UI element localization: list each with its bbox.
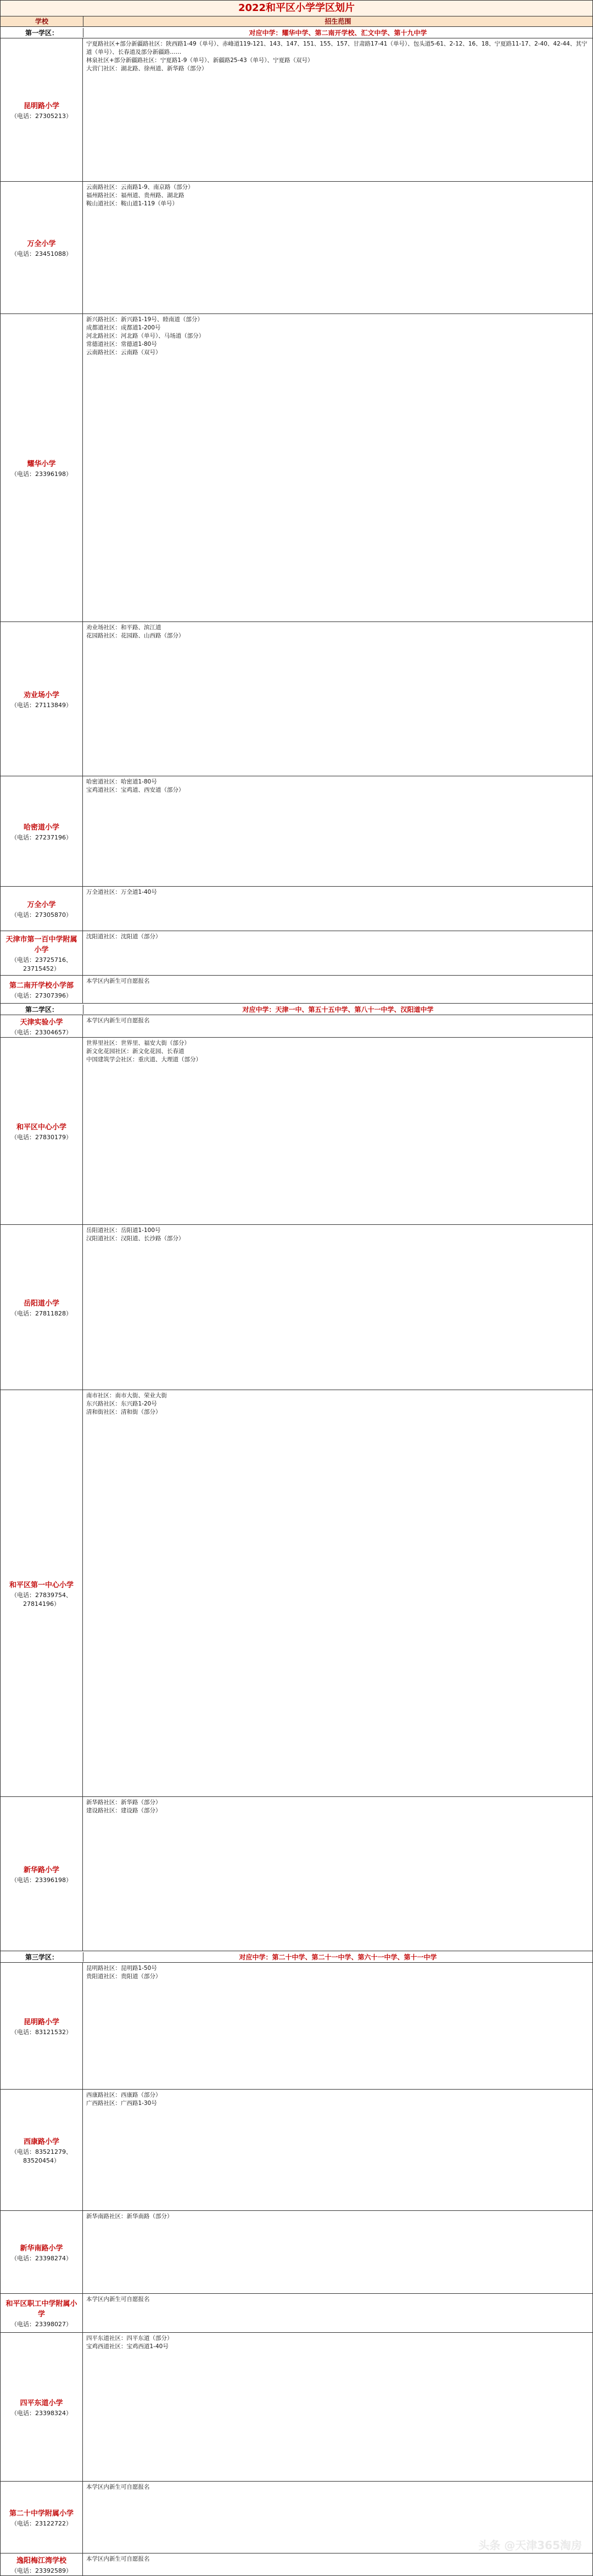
school-row	[0, 976, 593, 1004]
district-middle-schools: 对应中学：第二十中学、第二十一中学、第六十一中学、第十一中学	[239, 1953, 437, 1961]
school-name: 逸阳梅江湾学校	[16, 2556, 66, 2565]
school-cell	[1, 182, 83, 313]
school-cell	[1, 1390, 83, 1796]
school-phone: （电话：23398027）	[11, 2321, 72, 2328]
range-cell	[83, 1015, 592, 1037]
range-cell	[83, 1963, 592, 2089]
school-row	[0, 1225, 593, 1390]
range-line: 本学区内新生可自愿报名	[86, 2296, 150, 2303]
school-row	[0, 182, 593, 314]
header-range: 招生范围	[325, 18, 351, 25]
school-cell	[1, 2482, 83, 2553]
school-row	[0, 887, 593, 931]
school-name: 天津市第一百中学附属小学	[5, 936, 77, 954]
range-line: 哈密道社区：哈密道1-80号	[86, 779, 157, 785]
range-line: 本学区内新生可自愿报名	[86, 2484, 150, 2490]
range-line: 世界里社区：世界里、福安大街（部分）	[86, 1040, 190, 1046]
school-name: 西康路小学	[23, 2137, 59, 2146]
school-phone: （电话：23398274）	[11, 2254, 72, 2262]
range-line: 新华南路社区：新华南路（部分）	[86, 2213, 173, 2220]
school-cell	[1, 1038, 83, 1224]
school-name: 和平区中心小学	[16, 1123, 66, 1132]
range-line: 云南路社区：云南路（双号）	[86, 349, 161, 356]
school-phone: （电话：23398324）	[11, 2409, 72, 2417]
range-line: 广西路社区：广西路1-30号	[86, 2100, 157, 2107]
school-cell	[1, 2090, 83, 2210]
range-line: 清和街社区：清和街（部分）	[86, 1409, 161, 1415]
school-row	[0, 38, 593, 182]
range-line: 常德道社区：常德道1-80号	[86, 341, 157, 348]
range-cell	[83, 2553, 592, 2575]
district-middle-schools: 对应中学：天津一中、第五十五中学、第八十一中学、汉阳道中学	[242, 1005, 434, 1013]
range-cell	[83, 2090, 592, 2210]
school-name: 昆明路小学	[23, 2018, 59, 2026]
school-row	[0, 1390, 593, 1797]
school-cell	[1, 2294, 83, 2332]
school-row	[0, 931, 593, 976]
range-line: 花园路社区：花园路、山西路（部分）	[86, 632, 184, 639]
school-phone: （电话：23392589）	[11, 2567, 72, 2574]
range-cell	[83, 314, 592, 621]
range-line: 林泉社区+部分新疆路社区：宁夏路1-9（单号）、新疆路25-43（单号）、宁夏路（双号）	[86, 57, 314, 64]
district-header	[0, 1951, 593, 1963]
range-cell	[83, 931, 592, 975]
school-phone: （电话：27305870）	[11, 911, 72, 919]
table-body	[0, 27, 593, 2576]
school-phone: （电话：27830179）	[11, 1133, 72, 1141]
school-phone: （电话：27307396）	[11, 992, 72, 999]
range-line: 四平东道社区：四平东道（部分）	[86, 2335, 173, 2342]
range-cell	[83, 976, 592, 1003]
range-cell	[83, 1225, 592, 1390]
school-row	[0, 1015, 593, 1038]
range-cell	[83, 1038, 592, 1224]
district-middle-schools: 对应中学：耀华中学、第二南开学校、汇文中学、第十九中学	[249, 29, 427, 37]
range-line: 昆明路社区：昆明路1-50号	[86, 1965, 157, 1972]
range-cell	[83, 2294, 592, 2332]
school-phone: （电话：23122722）	[11, 2519, 72, 2527]
range-line: 沈阳道社区：沈阳道（部分）	[86, 933, 161, 940]
school-name: 岳阳道小学	[23, 1299, 59, 1308]
range-line: 劝业场社区：和平路、滨江道	[86, 624, 161, 631]
range-line: 新华路社区：新华路（部分）	[86, 1799, 161, 1806]
school-name: 和平区第一中心小学	[9, 1581, 74, 1589]
range-cell	[83, 622, 592, 776]
district-header	[0, 27, 593, 38]
range-line: 新文化花园社区：新文化花园、长春道	[86, 1048, 184, 1055]
district-label: 第二学区：	[1, 1005, 83, 1014]
school-row	[0, 622, 593, 776]
range-line: 新兴路社区：新兴路1-19号、睦南道（部分）	[86, 316, 203, 323]
school-name: 新华南路小学	[20, 2244, 63, 2253]
school-row	[0, 2090, 593, 2211]
range-line: 云南路社区：云南路1-9、南京路（部分）	[86, 184, 194, 191]
school-cell	[1, 622, 83, 776]
range-line: 福州路社区：福州道、贵州路、湖北路	[86, 192, 184, 199]
school-name: 耀华小学	[27, 460, 56, 468]
school-cell	[1, 976, 83, 1003]
school-name: 四平东道小学	[20, 2399, 63, 2407]
school-name: 和平区职工中学附属小学	[5, 2300, 77, 2319]
school-phone: （电话：23725716、23715452）	[11, 956, 72, 972]
school-phone: （电话：23396198）	[11, 470, 72, 478]
school-phone: （电话：23396198）	[11, 1876, 72, 1884]
range-line: 万全道社区：万全道1-40号	[86, 889, 157, 895]
header-school: 学校	[1, 16, 83, 26]
school-name: 昆明路小学	[23, 102, 59, 110]
school-phone: （电话：27839754、27814196）	[11, 1591, 72, 1608]
school-cell	[1, 38, 83, 181]
district-label: 第一学区：	[1, 28, 83, 37]
school-name: 劝业场小学	[23, 691, 59, 699]
school-phone: （电话：23451088）	[11, 250, 72, 257]
range-line: 河北路社区：河北路（单号）、马场道（部分）	[86, 333, 205, 339]
range-line: 建设路社区：建设路（部分）	[86, 1807, 161, 1814]
range-line: 本学区内新生可自愿报名	[86, 978, 150, 984]
school-phone: （电话：83121532）	[11, 2028, 72, 2036]
school-phone: （电话：27113849）	[11, 701, 72, 709]
range-line: 成都道社区：成都道1-200号	[86, 324, 161, 331]
school-name: 哈密道小学	[23, 823, 59, 832]
school-row	[0, 2211, 593, 2294]
range-cell	[83, 776, 592, 886]
school-row	[0, 2553, 593, 2576]
range-line: 宁夏路社区+部分新疆路社区：陕西路1-49（单号）、赤峰道119-121、143、147、151、155、157、甘肃路17-41（单号）、包头道5-61、2-12、16、18、宁夏路11-17、2-40、42-44、其宁道（单号）、长春道及部分新疆路……	[86, 41, 588, 55]
school-cell	[1, 887, 83, 931]
range-line: 汉阳道社区：汉阳道、长沙路（部分）	[86, 1235, 184, 1242]
range-line: 中国建筑学会社区：重庆道、大理道（部分）	[86, 1056, 202, 1063]
school-cell	[1, 314, 83, 621]
school-row	[0, 2294, 593, 2333]
range-cell	[83, 2333, 592, 2481]
range-cell	[83, 38, 592, 181]
school-cell	[1, 1015, 83, 1037]
range-cell	[83, 887, 592, 931]
range-line: 岳阳道社区：岳阳道1-100号	[86, 1227, 161, 1234]
school-name: 万全小学	[27, 900, 56, 909]
school-phone: （电话：27237196）	[11, 833, 72, 841]
school-cell	[1, 1963, 83, 2089]
range-line: 宝鸡道社区：宝鸡道、西安道（部分）	[86, 787, 184, 793]
school-phone: （电话：27305213）	[11, 112, 72, 120]
school-name: 第二十中学附属小学	[9, 2509, 74, 2518]
school-cell	[1, 1797, 83, 1951]
watermark: 头条 @天津365淘房	[478, 2539, 582, 2552]
school-row	[0, 776, 593, 887]
page-title: 2022和平区小学学区划片	[0, 0, 593, 16]
district-header	[0, 1004, 593, 1015]
range-cell	[83, 182, 592, 313]
range-line: 鞍山道社区：鞍山道1-119（单号）	[86, 200, 178, 207]
school-row	[0, 1963, 593, 2090]
school-name: 天津实验小学	[20, 1018, 63, 1027]
school-name: 第二南开学校小学部	[9, 981, 74, 990]
school-row	[0, 314, 593, 622]
school-name: 新华路小学	[23, 1866, 59, 1874]
school-cell	[1, 776, 83, 886]
school-cell	[1, 2553, 83, 2575]
school-cell	[1, 2211, 83, 2293]
range-line: 南市社区：南市大街、荣业大街	[86, 1392, 167, 1399]
range-line: 本学区内新生可自愿报名	[86, 1017, 150, 1024]
range-line: 本学区内新生可自愿报名	[86, 2556, 150, 2562]
school-name: 万全小学	[27, 239, 56, 248]
range-cell	[83, 1797, 592, 1951]
school-phone: （电话：23304657）	[11, 1028, 72, 1036]
table-header-row	[0, 16, 593, 27]
range-cell	[83, 2211, 592, 2293]
range-line: 西康路社区：西康路（部分）	[86, 2092, 161, 2098]
range-line: 宝鸡西道社区：宝鸡西道1-40号	[86, 2343, 169, 2350]
range-line: 东兴路社区：东兴路1-20号	[86, 1401, 157, 1407]
school-row	[0, 1038, 593, 1225]
school-row	[0, 2333, 593, 2482]
school-cell	[1, 931, 83, 975]
range-line: 贵阳道社区：贵阳道（部分）	[86, 1973, 161, 1980]
school-cell	[1, 2333, 83, 2481]
school-cell	[1, 1225, 83, 1390]
school-phone: （电话：83521279、83520454）	[11, 2148, 72, 2164]
school-phone: （电话：27811828）	[11, 1309, 72, 1317]
range-cell	[83, 1390, 592, 1796]
district-label: 第三学区：	[1, 1952, 83, 1962]
range-line: 大营门社区：湖北路、徐州道、新华路（部分）	[86, 65, 208, 72]
school-row	[0, 1797, 593, 1951]
